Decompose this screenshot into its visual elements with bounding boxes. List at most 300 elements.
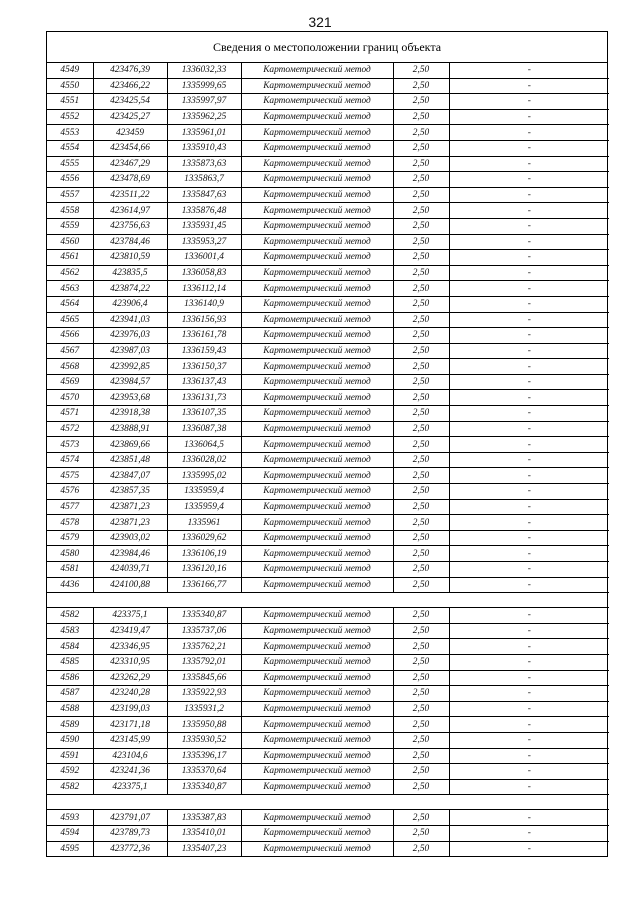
table-row (47, 78, 609, 94)
accuracy-cell: 2,50 (393, 717, 449, 733)
point-number-cell: 4573 (47, 437, 93, 453)
description-cell: - (449, 296, 609, 312)
description-cell: - (449, 764, 609, 780)
method-cell: Картометрический метод (241, 499, 393, 515)
table-row (47, 437, 609, 453)
accuracy-cell: 2,50 (393, 623, 449, 639)
y-coordinate-cell: 1336028,02 (167, 452, 241, 468)
method-cell: Картометрический метод (241, 140, 393, 156)
description-cell: - (449, 374, 609, 390)
y-coordinate-cell: 1336058,83 (167, 265, 241, 281)
accuracy-cell: 2,50 (393, 546, 449, 562)
x-coordinate-cell: 423511,22 (93, 187, 167, 203)
accuracy-cell: 2,50 (393, 203, 449, 219)
y-coordinate-cell: 1335407,23 (167, 841, 241, 856)
table-row (47, 187, 609, 203)
accuracy-cell: 2,50 (393, 312, 449, 328)
table-row (47, 109, 609, 125)
point-number-cell: 4565 (47, 312, 93, 328)
point-number-cell: 4567 (47, 343, 93, 359)
method-cell: Картометрический метод (241, 265, 393, 281)
method-cell: Картометрический метод (241, 218, 393, 234)
x-coordinate-cell: 423874,22 (93, 281, 167, 297)
y-coordinate-cell: 1336150,37 (167, 359, 241, 375)
method-cell: Картометрический метод (241, 748, 393, 764)
group-separator-row (47, 795, 609, 810)
x-coordinate-cell: 423835,5 (93, 265, 167, 281)
x-coordinate-cell: 424039,71 (93, 562, 167, 578)
method-cell: Картометрический метод (241, 234, 393, 250)
description-cell: - (449, 78, 609, 94)
description-cell: - (449, 825, 609, 841)
accuracy-cell: 2,50 (393, 530, 449, 546)
table-row (47, 686, 609, 702)
point-number-cell: 4595 (47, 841, 93, 856)
accuracy-cell: 2,50 (393, 608, 449, 624)
point-number-cell: 4564 (47, 296, 93, 312)
method-cell: Картометрический метод (241, 825, 393, 841)
accuracy-cell: 2,50 (393, 654, 449, 670)
accuracy-cell: 2,50 (393, 172, 449, 188)
y-coordinate-cell: 1336156,93 (167, 312, 241, 328)
accuracy-cell: 2,50 (393, 390, 449, 406)
description-cell: - (449, 328, 609, 344)
point-number-cell: 4556 (47, 172, 93, 188)
point-number-cell: 4592 (47, 764, 93, 780)
point-number-cell: 4568 (47, 359, 93, 375)
x-coordinate-cell: 423171,18 (93, 717, 167, 733)
table-row (47, 499, 609, 515)
method-cell: Картометрический метод (241, 639, 393, 655)
x-coordinate-cell: 423375,1 (93, 779, 167, 795)
y-coordinate-cell: 1335931,2 (167, 701, 241, 717)
x-coordinate-cell: 423953,68 (93, 390, 167, 406)
point-number-cell: 4584 (47, 639, 93, 655)
description-cell: - (449, 250, 609, 266)
description-cell: - (449, 265, 609, 281)
point-number-cell: 4586 (47, 670, 93, 686)
x-coordinate-cell: 423614,97 (93, 203, 167, 219)
description-cell: - (449, 468, 609, 484)
table-row (47, 810, 609, 826)
sheet-title: Сведения о местоположении границ объекта (47, 32, 607, 63)
method-cell: Картометрический метод (241, 717, 393, 733)
description-cell: - (449, 577, 609, 593)
x-coordinate-cell: 423756,63 (93, 218, 167, 234)
point-number-cell: 4593 (47, 810, 93, 826)
method-cell: Картометрический метод (241, 686, 393, 702)
y-coordinate-cell: 1335953,27 (167, 234, 241, 250)
accuracy-cell: 2,50 (393, 748, 449, 764)
x-coordinate-cell: 423871,23 (93, 499, 167, 515)
y-coordinate-cell: 1335396,17 (167, 748, 241, 764)
point-number-cell: 4563 (47, 281, 93, 297)
description-cell: - (449, 281, 609, 297)
y-coordinate-cell: 1336106,19 (167, 546, 241, 562)
table-row (47, 125, 609, 141)
accuracy-cell: 2,50 (393, 140, 449, 156)
y-coordinate-cell: 1336032,33 (167, 63, 241, 78)
y-coordinate-cell: 1335910,43 (167, 140, 241, 156)
table-row (47, 623, 609, 639)
table-row (47, 63, 609, 78)
x-coordinate-cell: 423976,03 (93, 328, 167, 344)
table-row (47, 296, 609, 312)
method-cell: Картометрический метод (241, 546, 393, 562)
description-cell: - (449, 608, 609, 624)
y-coordinate-cell: 1335959,4 (167, 484, 241, 500)
x-coordinate-cell: 423984,46 (93, 546, 167, 562)
description-cell: - (449, 686, 609, 702)
description-cell: - (449, 484, 609, 500)
x-coordinate-cell: 423918,38 (93, 406, 167, 422)
y-coordinate-cell: 1336166,77 (167, 577, 241, 593)
x-coordinate-cell: 423425,54 (93, 94, 167, 110)
x-coordinate-cell: 423906,4 (93, 296, 167, 312)
method-cell: Картометрический метод (241, 732, 393, 748)
description-cell: - (449, 499, 609, 515)
x-coordinate-cell: 423199,03 (93, 701, 167, 717)
method-cell: Картометрический метод (241, 608, 393, 624)
accuracy-cell: 2,50 (393, 281, 449, 297)
description-cell: - (449, 732, 609, 748)
method-cell: Картометрический метод (241, 78, 393, 94)
accuracy-cell: 2,50 (393, 484, 449, 500)
description-cell: - (449, 654, 609, 670)
description-cell: - (449, 748, 609, 764)
y-coordinate-cell: 1336001,4 (167, 250, 241, 266)
table-row (47, 312, 609, 328)
x-coordinate-cell: 423851,48 (93, 452, 167, 468)
table-row (47, 732, 609, 748)
accuracy-cell: 2,50 (393, 265, 449, 281)
x-coordinate-cell: 423888,91 (93, 421, 167, 437)
accuracy-cell: 2,50 (393, 94, 449, 110)
x-coordinate-cell: 423467,29 (93, 156, 167, 172)
y-coordinate-cell: 1335961,01 (167, 125, 241, 141)
x-coordinate-cell: 424100,88 (93, 577, 167, 593)
point-number-cell: 4576 (47, 484, 93, 500)
description-cell: - (449, 94, 609, 110)
group-separator-row (47, 593, 609, 608)
point-number-cell: 4578 (47, 515, 93, 531)
accuracy-cell: 2,50 (393, 639, 449, 655)
description-cell: - (449, 515, 609, 531)
accuracy-cell: 2,50 (393, 187, 449, 203)
method-cell: Картометрический метод (241, 764, 393, 780)
point-number-cell: 4571 (47, 406, 93, 422)
table-row (47, 779, 609, 795)
accuracy-cell: 2,50 (393, 421, 449, 437)
x-coordinate-cell: 423772,36 (93, 841, 167, 856)
point-number-cell: 4579 (47, 530, 93, 546)
description-cell: - (449, 390, 609, 406)
description-cell: - (449, 670, 609, 686)
method-cell: Картометрический метод (241, 203, 393, 219)
method-cell: Картометрический метод (241, 187, 393, 203)
description-cell: - (449, 623, 609, 639)
table-row (47, 748, 609, 764)
point-number-cell: 4580 (47, 546, 93, 562)
y-coordinate-cell: 1335931,45 (167, 218, 241, 234)
x-coordinate-cell: 423419,47 (93, 623, 167, 639)
x-coordinate-cell: 423145,99 (93, 732, 167, 748)
accuracy-cell: 2,50 (393, 296, 449, 312)
table-row (47, 421, 609, 437)
description-cell: - (449, 203, 609, 219)
table-row (47, 530, 609, 546)
table-row (47, 468, 609, 484)
method-cell: Картометрический метод (241, 296, 393, 312)
table-row (47, 701, 609, 717)
y-coordinate-cell: 1335959,4 (167, 499, 241, 515)
point-number-cell: 4566 (47, 328, 93, 344)
method-cell: Картометрический метод (241, 281, 393, 297)
point-number-cell: 4560 (47, 234, 93, 250)
point-number-cell: 4583 (47, 623, 93, 639)
x-coordinate-cell: 423784,46 (93, 234, 167, 250)
y-coordinate-cell: 1335762,21 (167, 639, 241, 655)
method-cell: Картометрический метод (241, 125, 393, 141)
table-row (47, 390, 609, 406)
description-cell: - (449, 779, 609, 795)
description-cell: - (449, 109, 609, 125)
accuracy-cell: 2,50 (393, 562, 449, 578)
x-coordinate-cell: 423425,27 (93, 109, 167, 125)
x-coordinate-cell: 423869,66 (93, 437, 167, 453)
y-coordinate-cell: 1335961 (167, 515, 241, 531)
table-row (47, 764, 609, 780)
x-coordinate-cell: 423791,07 (93, 810, 167, 826)
y-coordinate-cell: 1335340,87 (167, 608, 241, 624)
table-row (47, 359, 609, 375)
accuracy-cell: 2,50 (393, 499, 449, 515)
y-coordinate-cell: 1335410,01 (167, 825, 241, 841)
accuracy-cell: 2,50 (393, 234, 449, 250)
x-coordinate-cell: 423987,03 (93, 343, 167, 359)
y-coordinate-cell: 1335922,93 (167, 686, 241, 702)
x-coordinate-cell: 423262,29 (93, 670, 167, 686)
table-row (47, 639, 609, 655)
method-cell: Картометрический метод (241, 421, 393, 437)
x-coordinate-cell: 423857,35 (93, 484, 167, 500)
accuracy-cell: 2,50 (393, 218, 449, 234)
x-coordinate-cell: 423810,59 (93, 250, 167, 266)
description-cell: - (449, 530, 609, 546)
description-cell: - (449, 452, 609, 468)
description-cell: - (449, 172, 609, 188)
table-row (47, 234, 609, 250)
table-row (47, 343, 609, 359)
y-coordinate-cell: 1335845,66 (167, 670, 241, 686)
accuracy-cell: 2,50 (393, 670, 449, 686)
y-coordinate-cell: 1335387,83 (167, 810, 241, 826)
y-coordinate-cell: 1336140,9 (167, 296, 241, 312)
point-number-cell: 4587 (47, 686, 93, 702)
method-cell: Картометрический метод (241, 530, 393, 546)
group-separator-cell (47, 795, 609, 810)
point-number-cell: 4574 (47, 452, 93, 468)
accuracy-cell: 2,50 (393, 156, 449, 172)
method-cell: Картометрический метод (241, 515, 393, 531)
point-number-cell: 4572 (47, 421, 93, 437)
x-coordinate-cell: 423459 (93, 125, 167, 141)
table-row (47, 156, 609, 172)
y-coordinate-cell: 1335737,06 (167, 623, 241, 639)
x-coordinate-cell: 423466,22 (93, 78, 167, 94)
table-row (47, 203, 609, 219)
accuracy-cell: 2,50 (393, 468, 449, 484)
table-row (47, 250, 609, 266)
description-cell: - (449, 562, 609, 578)
table-row (47, 374, 609, 390)
point-number-cell: 4591 (47, 748, 93, 764)
point-number-cell: 4582 (47, 779, 93, 795)
point-number-cell: 4590 (47, 732, 93, 748)
table-row (47, 841, 609, 856)
x-coordinate-cell: 423789,73 (93, 825, 167, 841)
y-coordinate-cell: 1336107,35 (167, 406, 241, 422)
table-row (47, 515, 609, 531)
accuracy-cell: 2,50 (393, 686, 449, 702)
description-cell: - (449, 810, 609, 826)
x-coordinate-cell: 423104,6 (93, 748, 167, 764)
method-cell: Картометрический метод (241, 484, 393, 500)
x-coordinate-cell: 423375,1 (93, 608, 167, 624)
point-number-cell: 4562 (47, 265, 93, 281)
method-cell: Картометрический метод (241, 654, 393, 670)
method-cell: Картометрический метод (241, 172, 393, 188)
description-cell: - (449, 437, 609, 453)
y-coordinate-cell: 1336161,78 (167, 328, 241, 344)
coordinates-table (47, 63, 609, 856)
table-row (47, 670, 609, 686)
accuracy-cell: 2,50 (393, 732, 449, 748)
description-cell: - (449, 312, 609, 328)
point-number-cell: 4589 (47, 717, 93, 733)
x-coordinate-cell: 423984,57 (93, 374, 167, 390)
description-cell: - (449, 359, 609, 375)
method-cell: Картометрический метод (241, 810, 393, 826)
method-cell: Картометрический метод (241, 437, 393, 453)
description-cell: - (449, 140, 609, 156)
accuracy-cell: 2,50 (393, 328, 449, 344)
point-number-cell: 4436 (47, 577, 93, 593)
accuracy-cell: 2,50 (393, 109, 449, 125)
table-row (47, 94, 609, 110)
y-coordinate-cell: 1335997,97 (167, 94, 241, 110)
method-cell: Картометрический метод (241, 468, 393, 484)
accuracy-cell: 2,50 (393, 825, 449, 841)
x-coordinate-cell: 423847,07 (93, 468, 167, 484)
table-row (47, 218, 609, 234)
coordinates-sheet (46, 31, 608, 857)
y-coordinate-cell: 1336112,14 (167, 281, 241, 297)
table-row (47, 577, 609, 593)
y-coordinate-cell: 1335863,7 (167, 172, 241, 188)
point-number-cell: 4582 (47, 608, 93, 624)
table-row (47, 265, 609, 281)
table-row (47, 172, 609, 188)
accuracy-cell: 2,50 (393, 250, 449, 266)
method-cell: Картометрический метод (241, 577, 393, 593)
point-number-cell: 4585 (47, 654, 93, 670)
accuracy-cell: 2,50 (393, 63, 449, 78)
accuracy-cell: 2,50 (393, 437, 449, 453)
y-coordinate-cell: 1336159,43 (167, 343, 241, 359)
accuracy-cell: 2,50 (393, 125, 449, 141)
method-cell: Картометрический метод (241, 343, 393, 359)
description-cell: - (449, 125, 609, 141)
x-coordinate-cell: 423478,69 (93, 172, 167, 188)
y-coordinate-cell: 1335340,87 (167, 779, 241, 795)
x-coordinate-cell: 423903,02 (93, 530, 167, 546)
method-cell: Картометрический метод (241, 623, 393, 639)
accuracy-cell: 2,50 (393, 764, 449, 780)
y-coordinate-cell: 1335876,48 (167, 203, 241, 219)
table-row (47, 825, 609, 841)
method-cell: Картометрический метод (241, 841, 393, 856)
point-number-cell: 4550 (47, 78, 93, 94)
x-coordinate-cell: 423476,39 (93, 63, 167, 78)
table-row (47, 484, 609, 500)
y-coordinate-cell: 1336029,62 (167, 530, 241, 546)
coordinates-table-body (47, 63, 609, 856)
method-cell: Картометрический метод (241, 328, 393, 344)
table-row (47, 654, 609, 670)
accuracy-cell: 2,50 (393, 359, 449, 375)
accuracy-cell: 2,50 (393, 406, 449, 422)
description-cell: - (449, 234, 609, 250)
x-coordinate-cell: 423241,36 (93, 764, 167, 780)
point-number-cell: 4594 (47, 825, 93, 841)
x-coordinate-cell: 423240,28 (93, 686, 167, 702)
table-row (47, 717, 609, 733)
description-cell: - (449, 841, 609, 856)
y-coordinate-cell: 1335999,65 (167, 78, 241, 94)
method-cell: Картометрический метод (241, 63, 393, 78)
method-cell: Картометрический метод (241, 390, 393, 406)
table-row (47, 546, 609, 562)
y-coordinate-cell: 1335930,52 (167, 732, 241, 748)
y-coordinate-cell: 1335950,88 (167, 717, 241, 733)
point-number-cell: 4558 (47, 203, 93, 219)
accuracy-cell: 2,50 (393, 577, 449, 593)
table-row (47, 328, 609, 344)
point-number-cell: 4569 (47, 374, 93, 390)
x-coordinate-cell: 423310,95 (93, 654, 167, 670)
page-number: 321 (308, 14, 332, 30)
description-cell: - (449, 639, 609, 655)
method-cell: Картометрический метод (241, 670, 393, 686)
method-cell: Картометрический метод (241, 250, 393, 266)
accuracy-cell: 2,50 (393, 701, 449, 717)
y-coordinate-cell: 1335370,64 (167, 764, 241, 780)
point-number-cell: 4561 (47, 250, 93, 266)
description-cell: - (449, 421, 609, 437)
point-number-cell: 4552 (47, 109, 93, 125)
point-number-cell: 4554 (47, 140, 93, 156)
point-number-cell: 4559 (47, 218, 93, 234)
table-row (47, 608, 609, 624)
accuracy-cell: 2,50 (393, 841, 449, 856)
description-cell: - (449, 701, 609, 717)
accuracy-cell: 2,50 (393, 779, 449, 795)
accuracy-cell: 2,50 (393, 810, 449, 826)
description-cell: - (449, 546, 609, 562)
point-number-cell: 4557 (47, 187, 93, 203)
description-cell: - (449, 156, 609, 172)
